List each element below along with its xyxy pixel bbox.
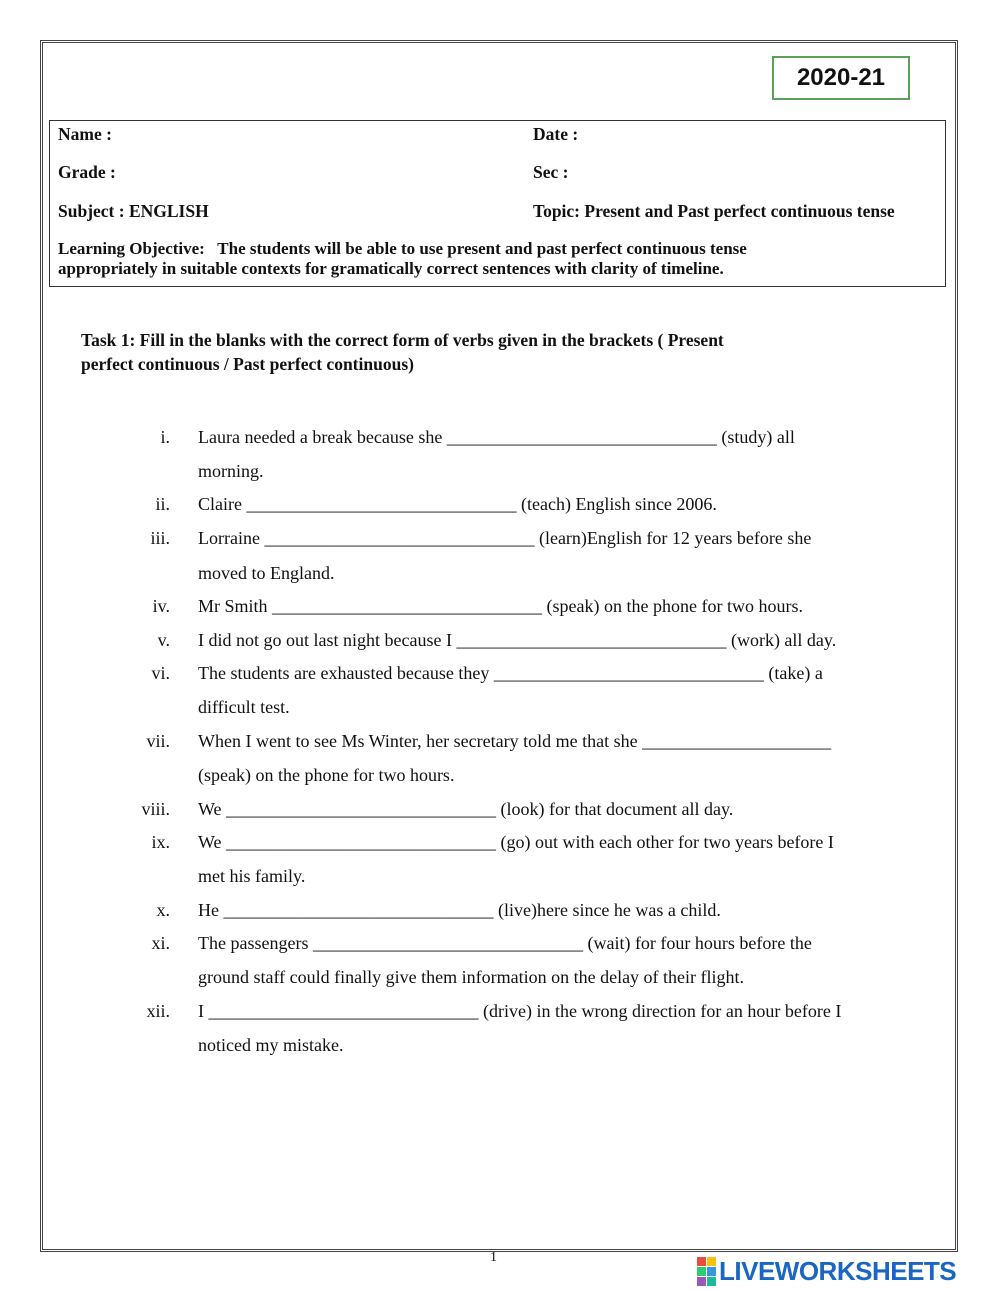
- student-info-box: [49, 120, 946, 287]
- question-text: Laura needed a break because she ______________________________ (study) all: [198, 427, 795, 447]
- question-text: moved to England.: [198, 563, 335, 583]
- question-number: ii.: [155, 494, 170, 514]
- date-label: Date :: [533, 124, 579, 144]
- question-number: viii.: [141, 799, 170, 819]
- liveworksheets-logo: [697, 1256, 956, 1286]
- question-text: We ______________________________ (go) out with each other for two years before I: [198, 832, 834, 852]
- page-number: 1: [490, 1250, 497, 1265]
- name-label: Name :: [58, 124, 112, 144]
- question-text: morning.: [198, 461, 264, 481]
- question-number: ix.: [151, 832, 170, 852]
- question-text: ground staff could finally give them information on the delay of their flight.: [198, 967, 745, 987]
- task-instructions: [81, 328, 841, 376]
- learning-objective: [58, 239, 938, 279]
- question-text: The students are exhausted because they ______________________________ (take) a: [198, 663, 823, 683]
- topic-label: Topic: Present and Past perfect continuous tense: [533, 201, 895, 221]
- question-text: He ______________________________ (live)here since he was a child.: [198, 900, 721, 920]
- question-text: The passengers ______________________________ (wait) for four hours before the: [198, 933, 812, 953]
- grade-label: Grade :: [58, 162, 116, 182]
- liveworksheets-wordmark: LIVEWORKSHEETS: [719, 1255, 957, 1286]
- question-number: xii.: [146, 1001, 170, 1021]
- question-text: I ______________________________ (drive) in the wrong direction for an hour before I: [198, 1001, 842, 1021]
- question-number: vi.: [151, 663, 170, 683]
- question-number: iii.: [150, 528, 170, 548]
- question-number: vii.: [146, 731, 170, 751]
- task-line-2: perfect continuous / Past perfect continuous): [81, 354, 414, 374]
- question-text: difficult test.: [198, 697, 290, 717]
- sec-label: Sec :: [533, 162, 569, 182]
- question-number: iv.: [152, 596, 170, 616]
- question-text: (speak) on the phone for two hours.: [198, 765, 455, 785]
- question-number: x.: [156, 900, 170, 920]
- subject-label: Subject : ENGLISH: [58, 201, 209, 221]
- question-text: Lorraine ______________________________ (learn)English for 12 years before she: [198, 528, 812, 548]
- question-text: When I went to see Ms Winter, her secretary told me that she _____________________: [198, 731, 832, 751]
- question-text: We ______________________________ (look) for that document all day.: [198, 799, 734, 819]
- question-text: Claire ______________________________ (teach) English since 2006.: [198, 494, 717, 514]
- question-number: v.: [157, 630, 170, 650]
- liveworksheets-icon: [697, 1257, 716, 1286]
- objective-line-1: Learning Objective: The students will be able to use present and past perfect continuous tense: [58, 239, 747, 258]
- question-text: Mr Smith ______________________________ (speak) on the phone for two hours.: [198, 596, 803, 616]
- question-text: noticed my mistake.: [198, 1035, 344, 1055]
- question-text: met his family.: [198, 866, 306, 886]
- objective-line-2: appropriately in suitable contexts for gramatically correct sentences with clarity of timeline.: [58, 259, 724, 278]
- question-number: i.: [160, 427, 170, 447]
- task-line-1: Task 1: Fill in the blanks with the correct form of verbs given in the brackets ( Present: [81, 330, 724, 350]
- question-number: xi.: [151, 933, 170, 953]
- year-badge: 2020-21: [772, 56, 910, 100]
- question-text: I did not go out last night because I ______________________________ (work) all day.: [198, 630, 837, 650]
